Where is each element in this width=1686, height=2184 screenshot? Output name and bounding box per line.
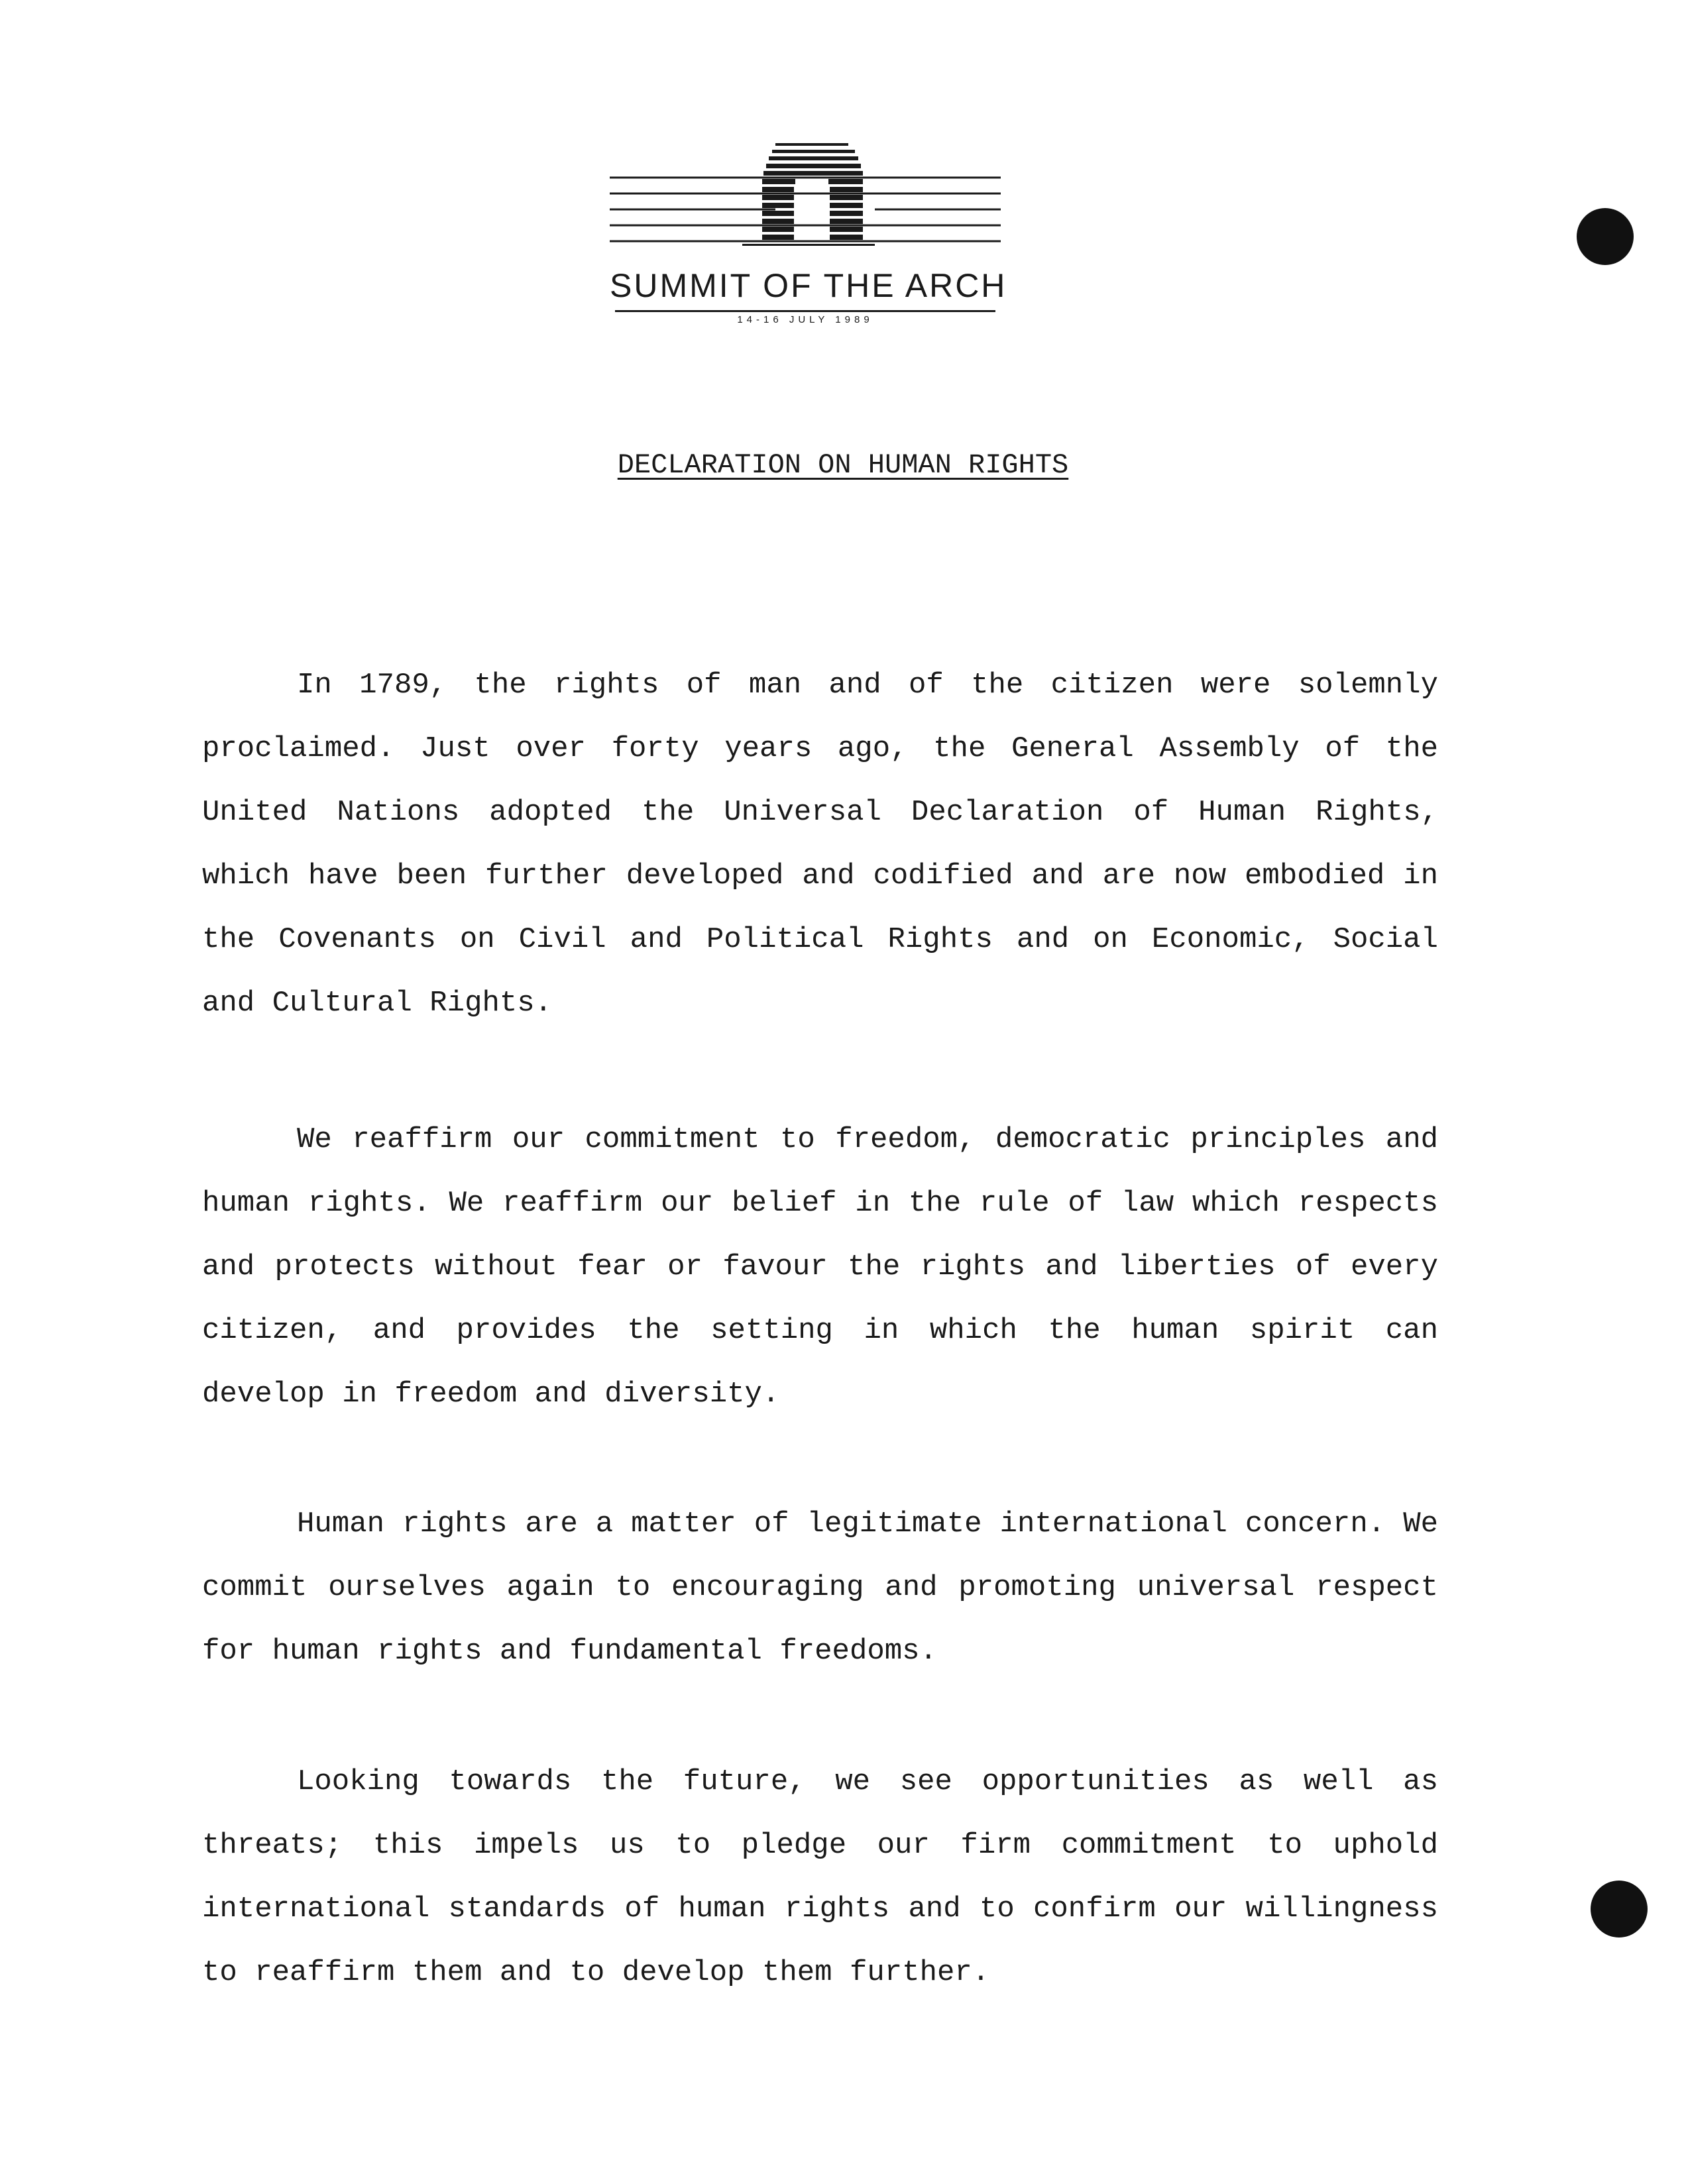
paragraph bbox=[202, 1492, 1438, 1683]
event-dates: 14-16 JULY 1989 bbox=[737, 314, 873, 325]
paragraph bbox=[202, 653, 1438, 1035]
letterhead bbox=[610, 139, 1007, 331]
arch-logo-icon bbox=[610, 139, 1001, 258]
letterhead-rule bbox=[615, 310, 995, 312]
punch-hole bbox=[1591, 1881, 1648, 1938]
paragraph-text: Human rights are a matter of legitimate international concern. We commit ourselves again to encouraging and promoting universal respect for human rights and fundamental freedoms. bbox=[202, 1507, 1438, 1668]
paragraph-text: We reaffirm our commitment to freedom, democratic principles and human rights. We reaffirm our belief in the rule of law which respects and protects without fear or favour the rights and liberties of every citizen, and provides the setting in which the human spirit can develop in freedom and diversity. bbox=[202, 1123, 1438, 1411]
paragraph bbox=[202, 1750, 1438, 2004]
paragraph-text: In 1789, the rights of man and of the citizen were solemnly proclaimed. Just over forty years ago, the General Assembly of the United Nations adopted the Universal Declaration of Human Rights, which have been further developed and codified and are now embodied in the Covenants on Civil and Political Rights and on Economic, Social and Cultural Rights. bbox=[202, 669, 1438, 1020]
paragraph bbox=[202, 1108, 1438, 1426]
paragraph-text: Looking towards the future, we see opportunities as well as threats; this impels us to pledge our firm commitment to uphold international standards of human rights and to confirm our willingness to reaffirm them and to develop them further. bbox=[202, 1765, 1438, 1989]
punch-hole bbox=[1577, 208, 1634, 265]
document-title: DECLARATION ON HUMAN RIGHTS bbox=[617, 449, 1069, 481]
organization-name: SUMMIT OF THE ARCH bbox=[610, 267, 1007, 304]
